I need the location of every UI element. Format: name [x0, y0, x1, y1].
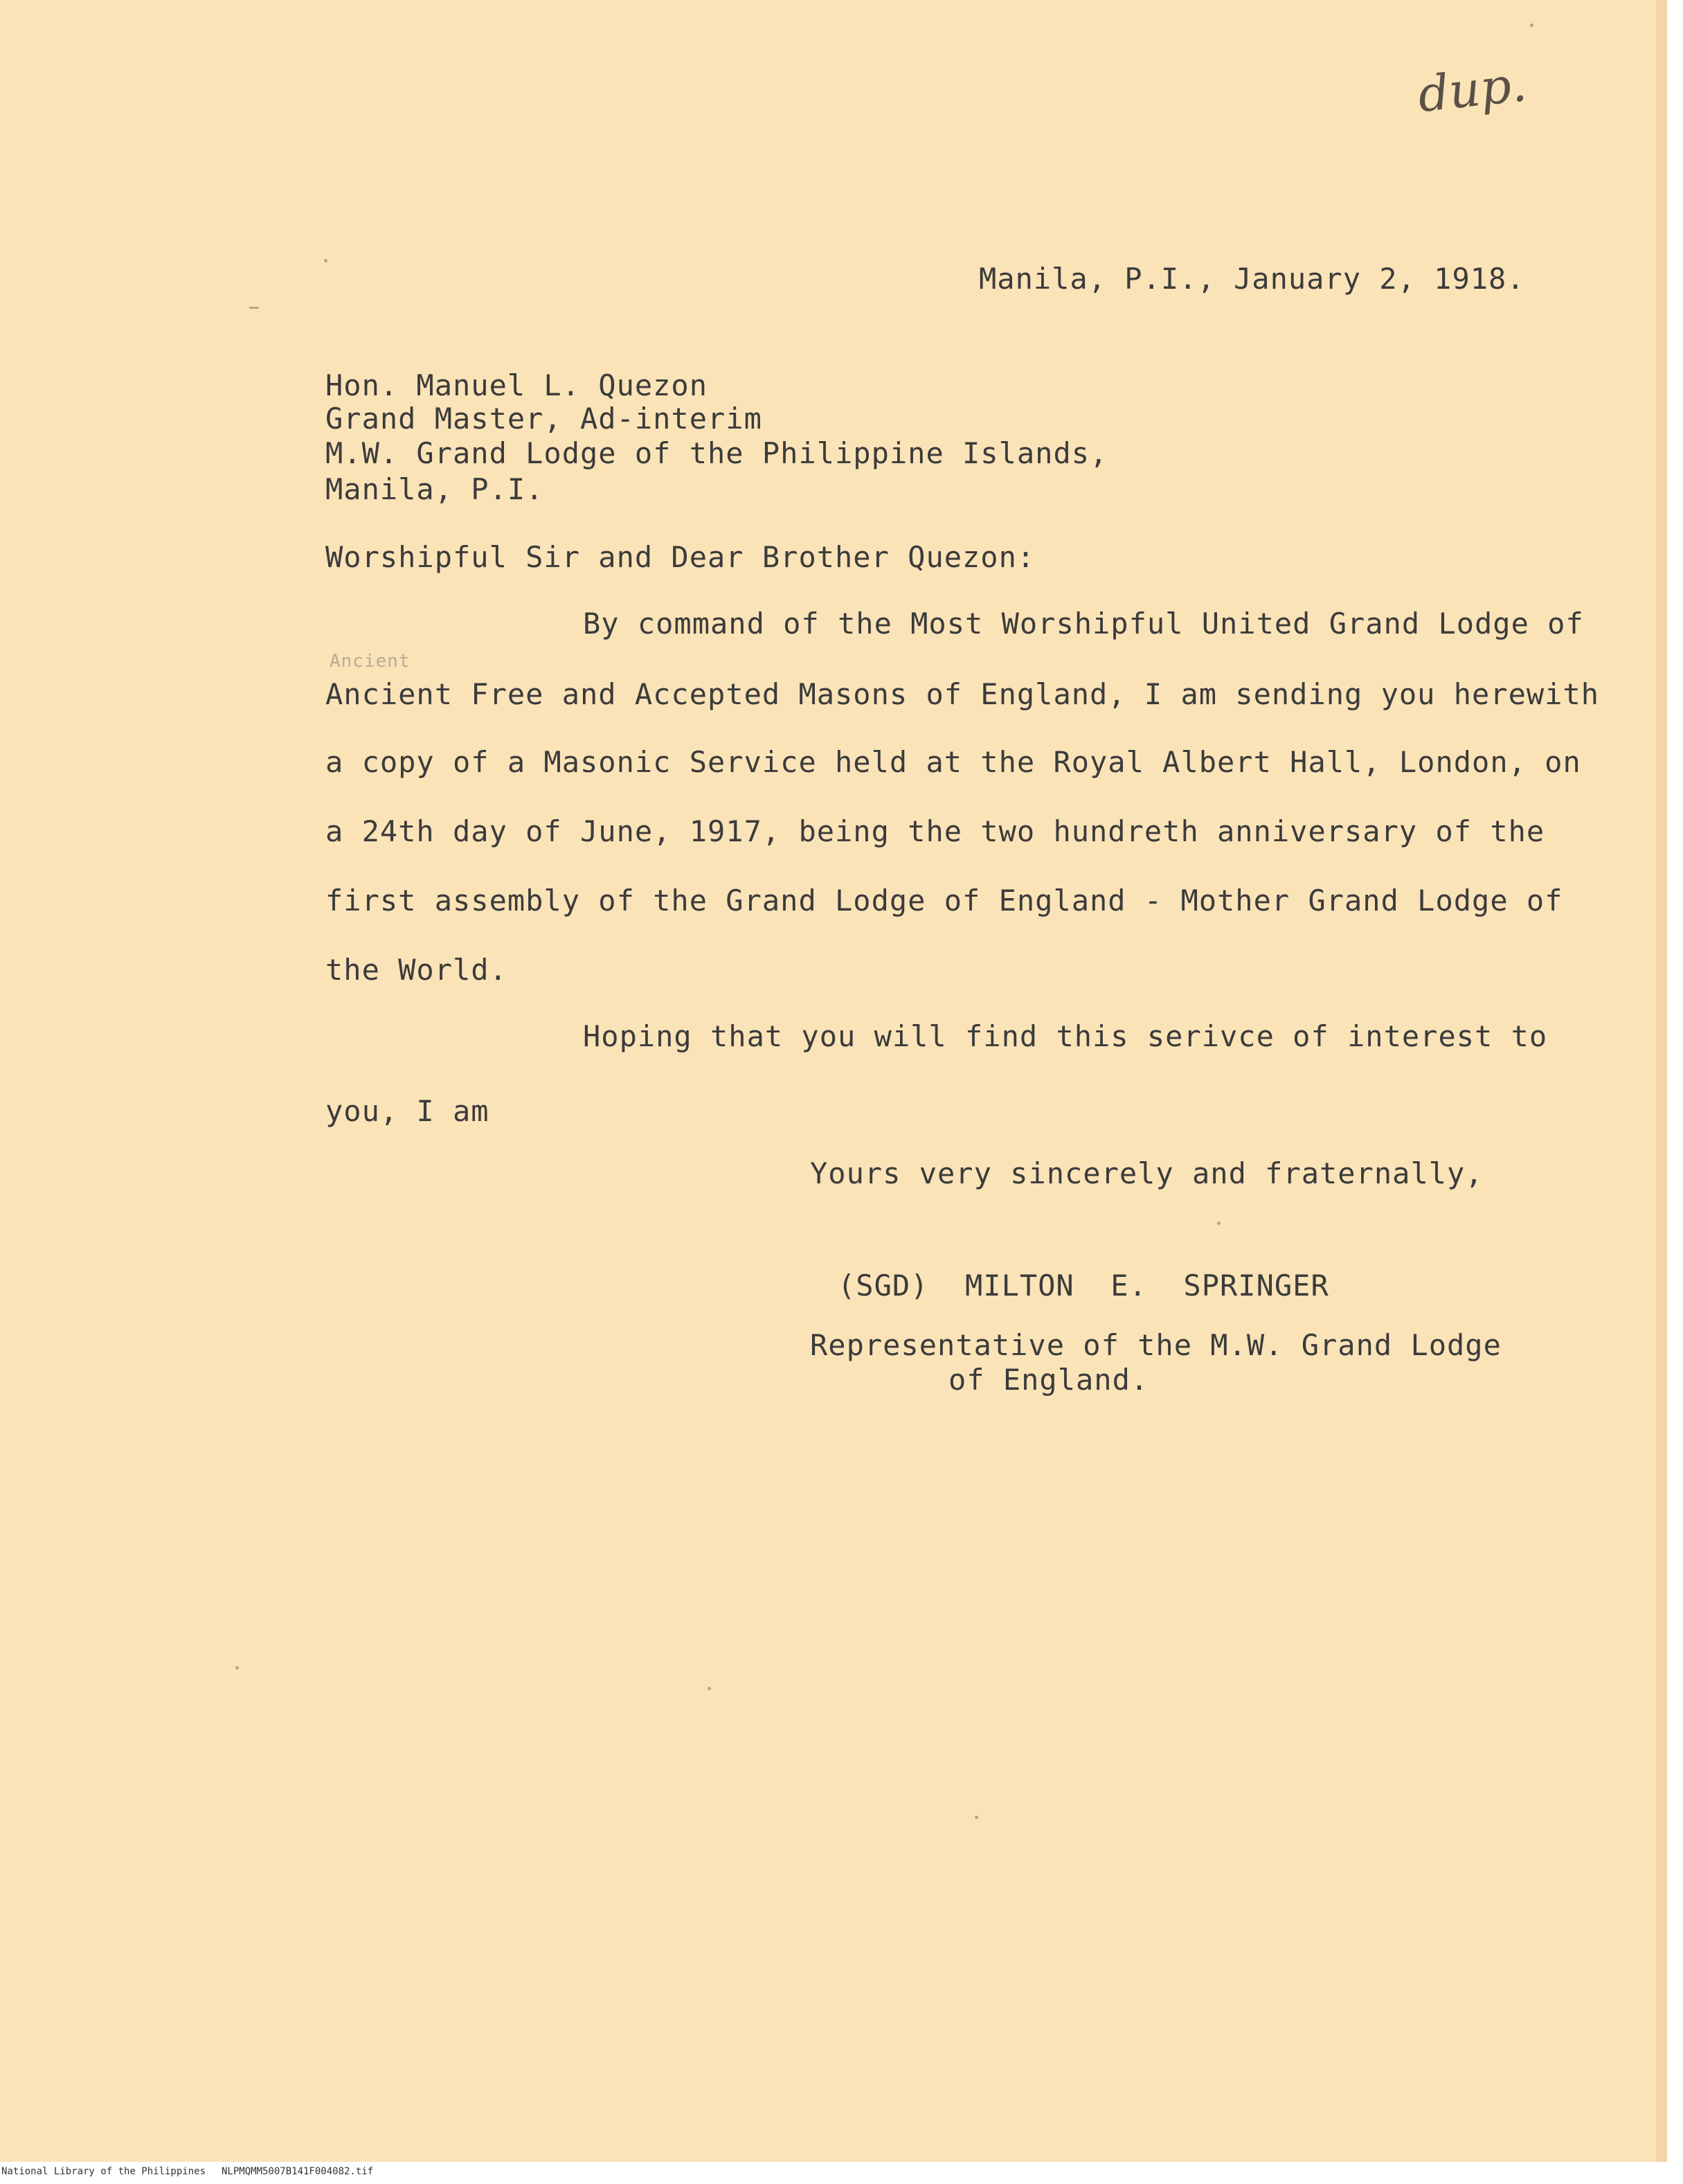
paper-speck: [235, 1666, 239, 1670]
paper-speck: [1217, 1221, 1221, 1225]
footer-file-id: NLPMQMM5007B141F004082.tif: [222, 2166, 374, 2177]
body-line: Ancient Free and Accepted Masons of England, I am sending you herewith: [325, 677, 1600, 711]
correction-mark: Ancient: [330, 651, 411, 672]
body-line: Hoping that you will find this serivce of interest to: [583, 1019, 1548, 1053]
paper-speck: [249, 307, 259, 309]
paper-speck: [708, 1687, 711, 1690]
signature: (SGD) MILTON E. SPRINGER: [838, 1269, 1329, 1303]
footer-library: National Library of the Philippines: [1, 2166, 206, 2177]
salutation: Worshipful Sir and Dear Brother Quezon:: [325, 540, 1036, 574]
recipient-title: Grand Master, Ad-interim: [325, 402, 762, 436]
body-line: By command of the Most Worshipful United Grand Lodge of: [583, 607, 1584, 641]
body-line: the World.: [325, 953, 507, 987]
body-line: a copy of a Masonic Service held at the Royal Albert Hall, London, on: [325, 745, 1581, 779]
body-line: first assembly of the Grand Lodge of England - Mother Grand Lodge of: [325, 884, 1563, 918]
body-line: a 24th day of June, 1917, being the two hundreth anniversary of the: [325, 814, 1545, 848]
recipient-city: Manila, P.I.: [325, 472, 544, 506]
recipient-name: Hon. Manuel L. Quezon: [325, 368, 708, 402]
paper-speck: [324, 259, 327, 262]
body-line: you, I am: [325, 1094, 489, 1128]
dateline: Manila, P.I., January 2, 1918.: [979, 262, 1525, 296]
paper-speck: [1530, 24, 1533, 27]
handwritten-annotation: dup.: [1415, 55, 1529, 123]
signer-title: of England.: [948, 1363, 1149, 1397]
recipient-organization: M.W. Grand Lodge of the Philippine Islands,: [325, 436, 1108, 470]
closing: Yours very sincerely and fraternally,: [810, 1156, 1484, 1190]
signer-title: Representative of the M.W. Grand Lodge: [810, 1328, 1502, 1362]
paper-speck: [975, 1816, 978, 1819]
page-edge: [1656, 0, 1667, 2162]
